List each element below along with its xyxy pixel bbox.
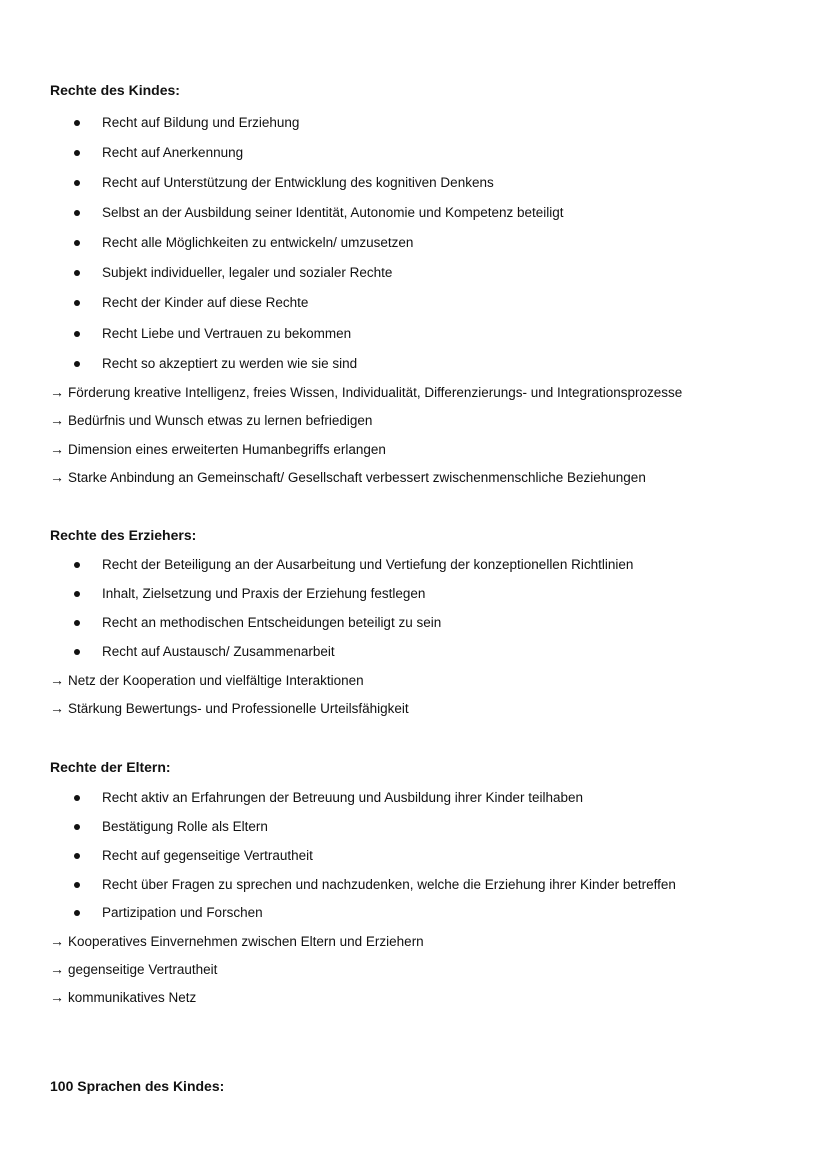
section-heading-sprachen: 100 Sprachen des Kindes: — [50, 1078, 225, 1094]
list-item: Recht so akzeptiert zu werden wie sie sind — [72, 356, 357, 371]
bullet-icon — [74, 649, 80, 655]
arrow-item: → Netz der Kooperation und vielfältige Interaktionen — [50, 672, 364, 688]
list-item: Subjekt individueller, legaler und sozialer Rechte — [72, 265, 392, 280]
list-item: Recht auf Anerkennung — [72, 145, 243, 160]
list-item: Recht alle Möglichkeiten zu entwickeln/ umzusetzen — [72, 235, 413, 250]
bullet-icon — [74, 331, 80, 337]
bullet-icon — [74, 562, 80, 568]
bullet-icon — [74, 120, 80, 126]
arrow-right-icon: → — [50, 933, 64, 949]
bullet-icon — [74, 824, 80, 830]
list-item: Recht an methodischen Entscheidungen beteiligt zu sein — [72, 615, 441, 630]
bullet-icon — [74, 180, 80, 186]
bullet-icon — [74, 882, 80, 888]
arrow-item: → Stärkung Bewertungs- und Professionelle Urteilsfähigkeit — [50, 700, 409, 716]
list-item: Recht der Beteiligung an der Ausarbeitung und Vertiefung der konzeptionellen Richtlinien — [72, 557, 633, 572]
list-item: Recht der Kinder auf diese Rechte — [72, 295, 308, 310]
arrow-right-icon: → — [50, 412, 64, 428]
bullet-icon — [74, 910, 80, 916]
list-item: Recht auf Austausch/ Zusammenarbeit — [72, 644, 335, 659]
arrow-item: → Förderung kreative Intelligenz, freies Wissen, Individualität, Differenzierungs- und Integrationsprozesse — [50, 384, 683, 400]
arrow-item: → gegenseitige Vertrautheit — [50, 961, 218, 977]
arrow-right-icon: → — [50, 700, 64, 716]
list-item: Recht aktiv an Erfahrungen der Betreuung und Ausbildung ihrer Kinder teilhaben — [72, 790, 583, 805]
arrow-item: → Dimension eines erweiterten Humanbegriffs erlangen — [50, 441, 386, 457]
arrow-item: → Kooperatives Einvernehmen zwischen Eltern und Erziehern — [50, 933, 424, 949]
list-item: Recht über Fragen zu sprechen und nachzudenken, welche die Erziehung ihrer Kinder betreffen — [72, 877, 676, 892]
bullet-icon — [74, 361, 80, 367]
list-item: Inhalt, Zielsetzung und Praxis der Erziehung festlegen — [72, 586, 425, 601]
arrow-right-icon: → — [50, 469, 64, 485]
arrow-right-icon: → — [50, 441, 64, 457]
section-heading-erzieher: Rechte des Erziehers: — [50, 527, 197, 543]
arrow-right-icon: → — [50, 989, 64, 1005]
bullet-icon — [74, 620, 80, 626]
list-item: Recht auf gegenseitige Vertrautheit — [72, 848, 313, 863]
arrow-right-icon: → — [50, 961, 64, 977]
bullet-icon — [74, 270, 80, 276]
arrow-right-icon: → — [50, 384, 64, 400]
list-item: Recht auf Bildung und Erziehung — [72, 115, 299, 130]
bullet-icon — [74, 795, 80, 801]
bullet-icon — [74, 210, 80, 216]
arrow-right-icon: → — [50, 672, 64, 688]
section-heading-eltern: Rechte der Eltern: — [50, 759, 171, 775]
list-item: Selbst an der Ausbildung seiner Identität, Autonomie und Kompetenz beteiligt — [72, 205, 564, 220]
section-heading-kind: Rechte des Kindes: — [50, 82, 180, 98]
bullet-icon — [74, 150, 80, 156]
list-item: Recht auf Unterstützung der Entwicklung des kognitiven Denkens — [72, 175, 494, 190]
list-item: Bestätigung Rolle als Eltern — [72, 819, 268, 834]
arrow-item: → kommunikatives Netz — [50, 989, 197, 1005]
bullet-icon — [74, 300, 80, 306]
bullet-icon — [74, 853, 80, 859]
bullet-icon — [74, 591, 80, 597]
list-item: Partizipation und Forschen — [72, 905, 263, 920]
bullet-icon — [74, 240, 80, 246]
arrow-item: → Bedürfnis und Wunsch etwas zu lernen befriedigen — [50, 412, 373, 428]
list-item: Recht Liebe und Vertrauen zu bekommen — [72, 326, 351, 341]
arrow-item: → Starke Anbindung an Gemeinschaft/ Gesellschaft verbessert zwischenmenschliche Beziehungen — [50, 469, 646, 485]
